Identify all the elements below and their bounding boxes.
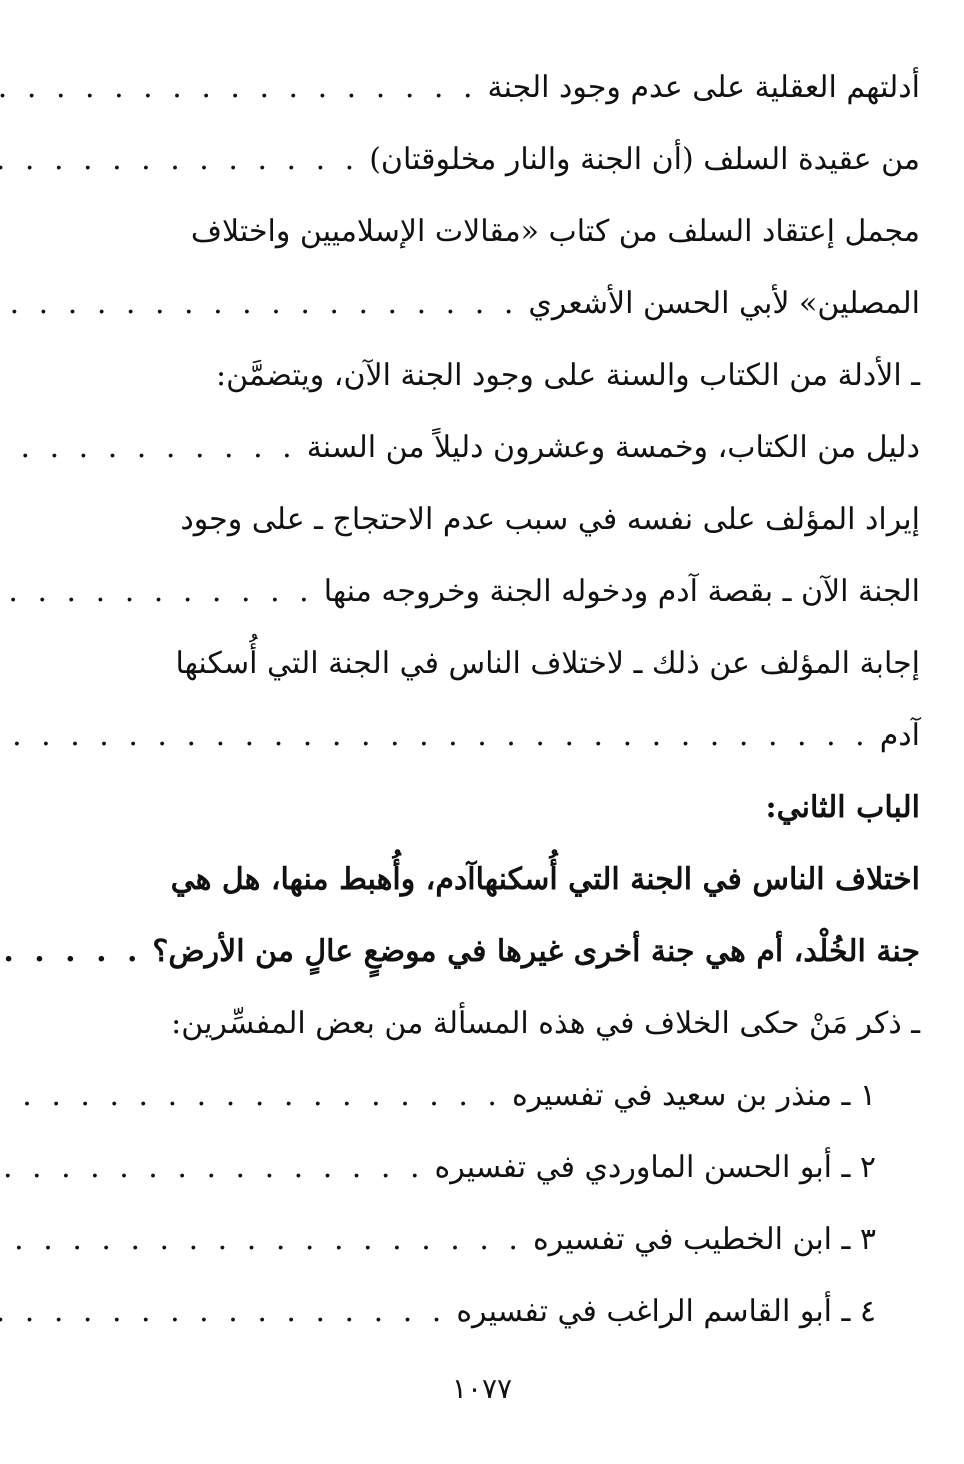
toc-entry-title: ـ ذكر مَنْ حكى الخلاف في هذه المسألة من بعض المفسِّرين: <box>171 1006 920 1041</box>
chapter-title-line <box>40 916 920 988</box>
toc-entry-title: الجنة الآن ـ بقصة آدم ودخوله الجنة وخروجه منها <box>323 574 920 609</box>
toc-entry-title: ١ ـ منذر بن سعيد في تفسيره <box>511 1078 876 1113</box>
toc-entry <box>40 268 920 340</box>
toc-entry-title: إجابة المؤلف عن ذلك ـ لاختلاف الناس في الجنة التي أُسكنها <box>175 646 920 681</box>
toc-entry <box>40 340 920 412</box>
chapter-heading-title: الباب الثاني: <box>765 790 920 825</box>
dot-leader <box>0 1132 425 1204</box>
toc-entry-title: إيراد المؤلف على نفسه في سبب عدم الاحتجاج ـ على وجود <box>180 502 920 537</box>
dot-leader <box>0 52 478 124</box>
dot-leader <box>0 1204 523 1276</box>
toc-entry <box>40 484 920 556</box>
toc-entry-title: المصلين» لأبي الحسن الأشعري <box>528 286 920 321</box>
toc-entry-title: ٤ ـ أبو القاسم الراغب في تفسيره <box>456 1294 876 1329</box>
dot-leader <box>0 1060 502 1132</box>
dot-leader <box>0 700 870 772</box>
chapter-title-text: اختلاف الناس في الجنة التي أُسكنهاآدم، وأُهبط منها، هل هي <box>170 862 920 897</box>
toc-entry <box>40 196 920 268</box>
toc-entry <box>40 628 920 700</box>
dot-leader <box>0 1276 446 1348</box>
toc-entry <box>40 1204 920 1276</box>
toc-entry <box>40 1276 920 1348</box>
toc-entry <box>40 124 920 196</box>
dot-leader <box>0 916 142 988</box>
toc-entry <box>40 1132 920 1204</box>
toc-entry <box>40 1060 920 1132</box>
dot-leader <box>0 412 297 484</box>
chapter-heading <box>40 772 920 844</box>
toc-entry <box>40 700 920 772</box>
toc-entry-title: ٢ ـ أبو الحسن الماوردي في تفسيره <box>434 1150 876 1185</box>
toc-entry-title: آدم <box>879 718 920 753</box>
chapter-title-line <box>40 844 920 916</box>
toc-entry-title: من عقيدة السلف (أن الجنة والنار مخلوقتان) <box>369 142 920 177</box>
dot-leader <box>0 124 359 196</box>
toc-entry-title: ٣ ـ ابن الخطيب في تفسيره <box>532 1222 876 1257</box>
table-of-contents <box>40 52 920 1348</box>
toc-entry-title: مجمل إعتقاد السلف من كتاب «مقالات الإسلاميين واختلاف <box>190 214 920 249</box>
toc-entry <box>40 52 920 124</box>
dot-leader <box>0 268 518 340</box>
toc-entry-title: أدلتهم العقلية على عدم وجود الجنة <box>487 70 920 105</box>
toc-entry <box>40 988 920 1060</box>
dot-leader <box>0 556 314 628</box>
chapter-title-text: جنة الخُلْد، أم هي جنة أخرى غيرها في موضعٍ عالٍ من الأرض؟ <box>152 934 920 969</box>
toc-entry-title: دليل من الكتاب، وخمسة وعشرون دليلاً من السنة <box>306 430 920 465</box>
toc-entry-title: ـ الأدلة من الكتاب والسنة على وجود الجنة الآن، ويتضمَّن: <box>216 358 920 393</box>
page-number: ١٠٧٧ <box>451 1372 513 1405</box>
toc-entry <box>40 556 920 628</box>
toc-entry <box>40 412 920 484</box>
